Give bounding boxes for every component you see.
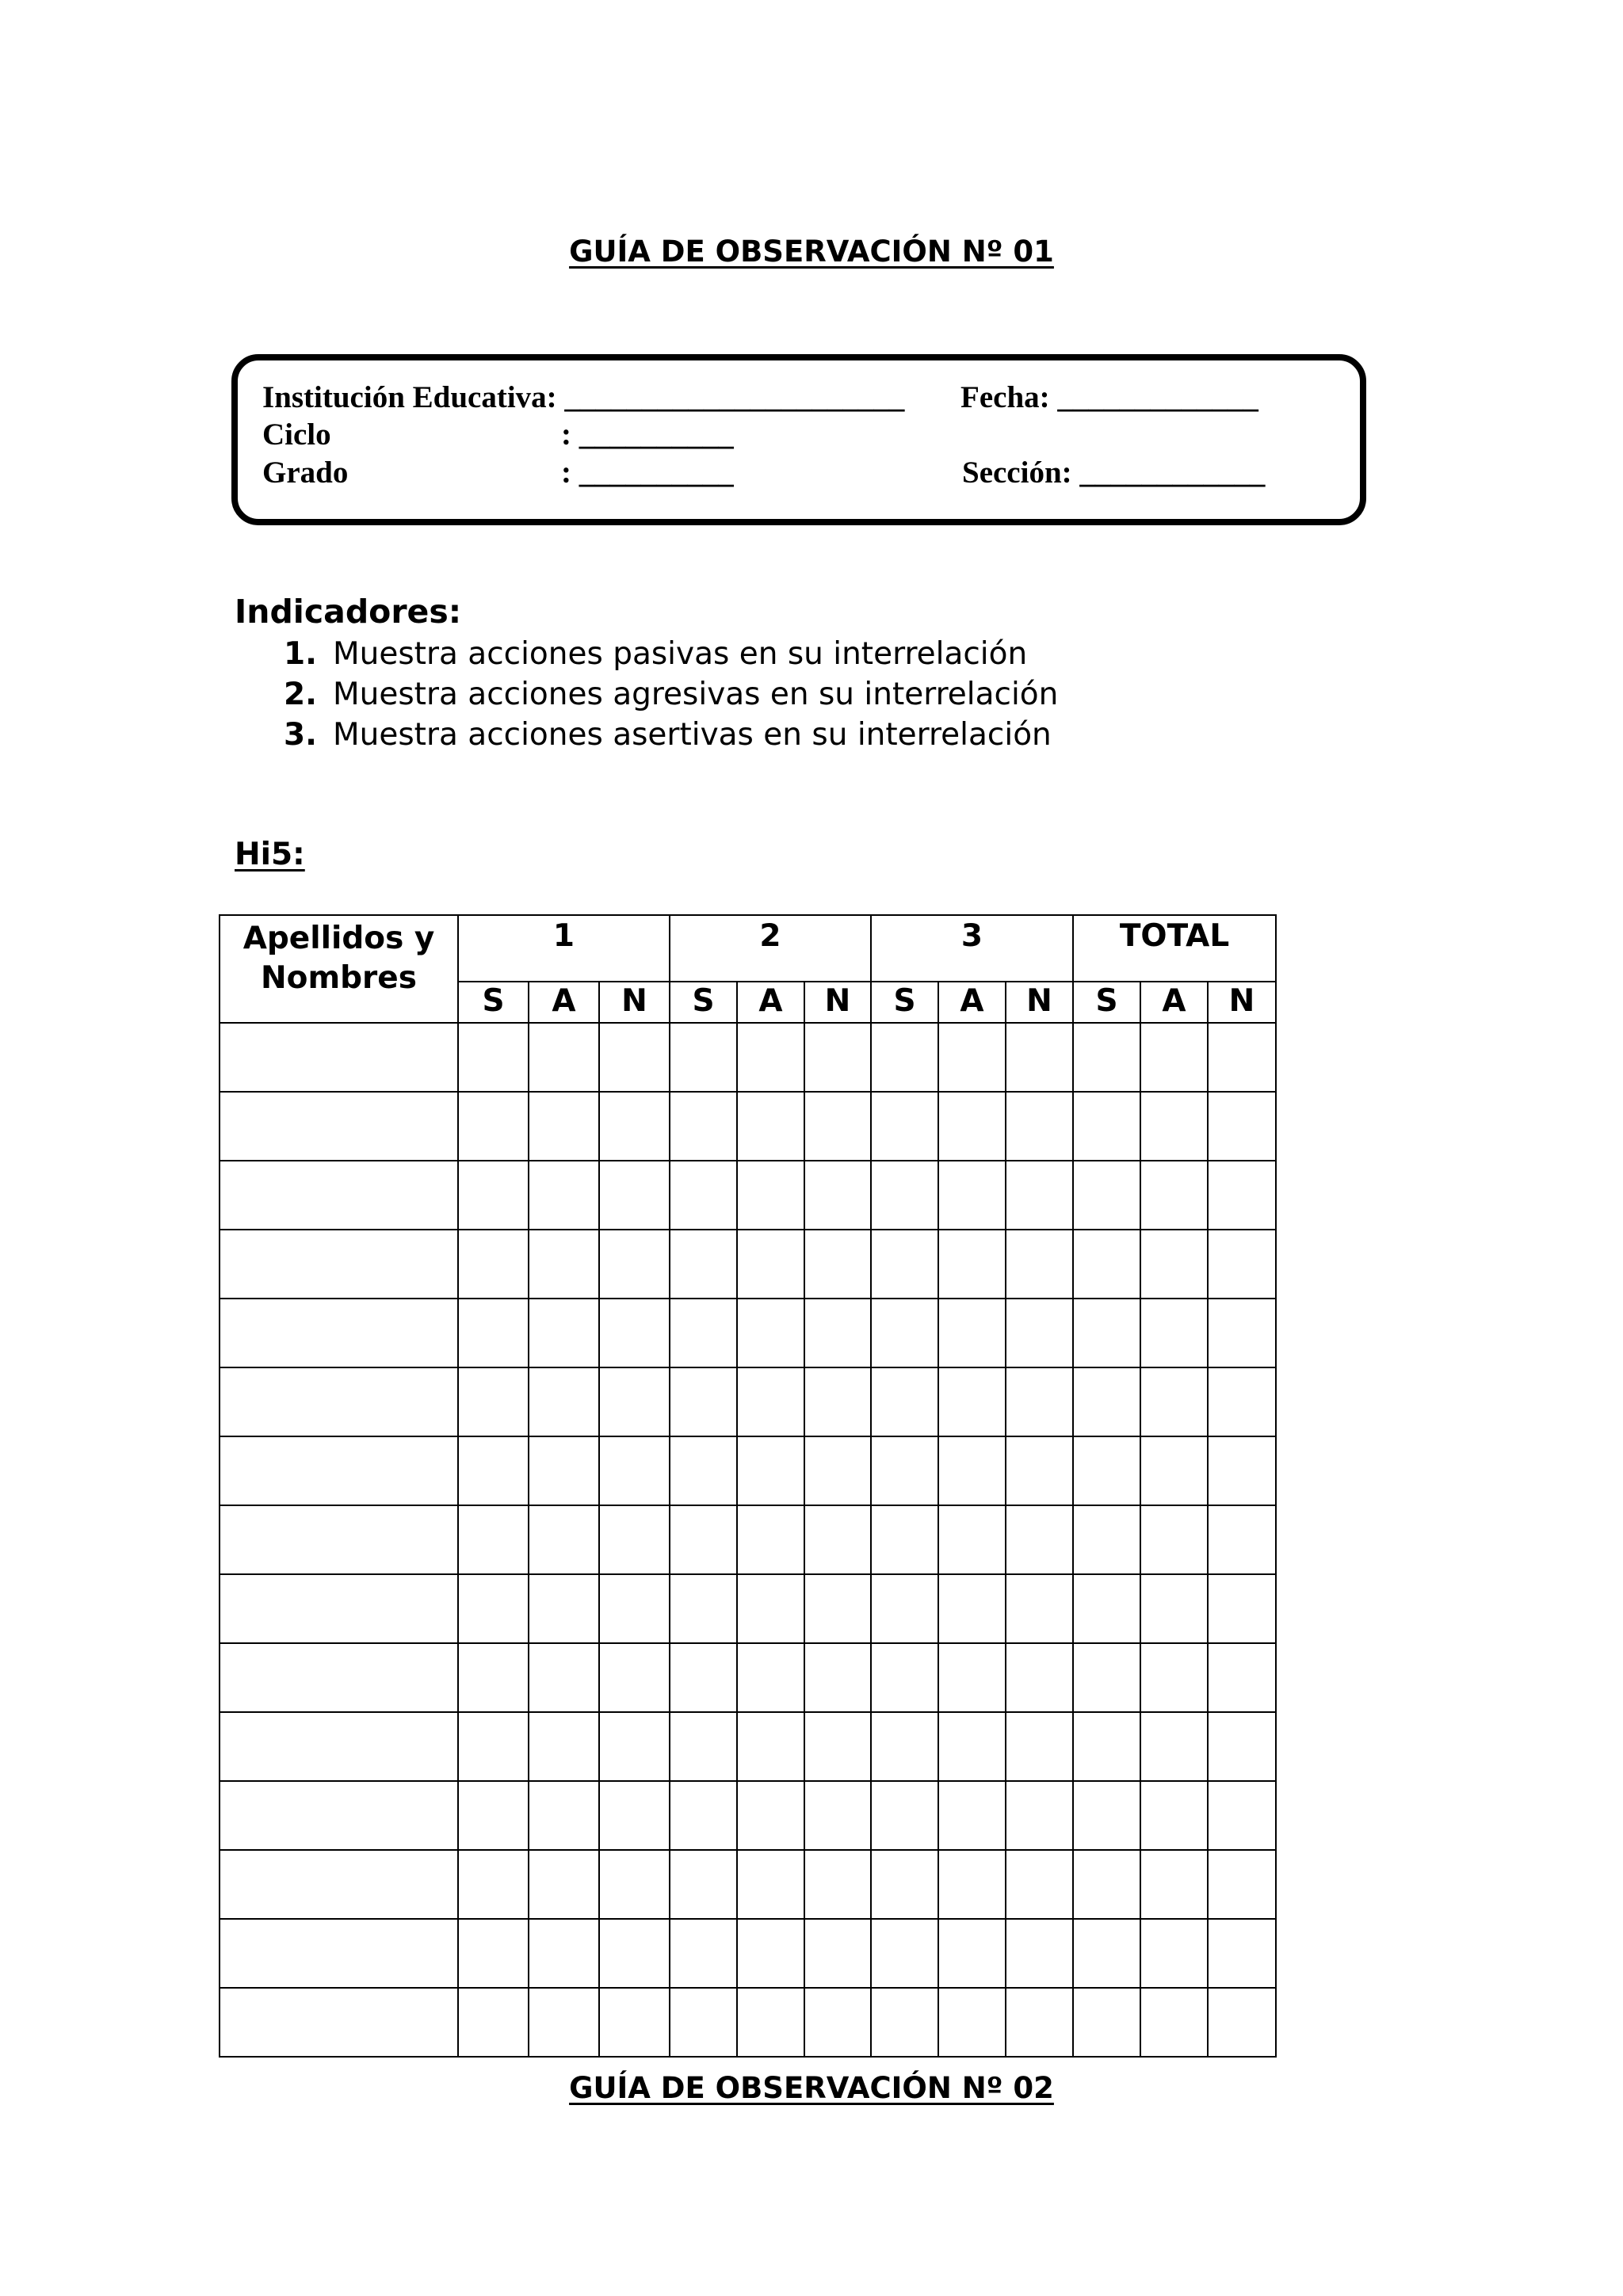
mark-cell[interactable] [458,1643,529,1712]
mark-cell[interactable] [1006,1092,1073,1161]
mark-cell[interactable] [670,1023,737,1092]
mark-cell[interactable] [1073,1781,1140,1850]
table-row [220,1505,1276,1574]
table-row [220,1023,1276,1092]
mark-cell[interactable] [737,1643,804,1712]
mark-cell[interactable] [670,1781,737,1850]
name-cell[interactable] [220,1850,458,1919]
sub-header-n: N [1006,982,1073,1023]
mark-cell[interactable] [737,1712,804,1781]
mark-cell[interactable] [529,1781,599,1850]
name-cell[interactable] [220,1023,458,1092]
mark-cell[interactable] [1140,1023,1208,1092]
name-header: Apellidos y Nombres [220,915,458,1023]
indicator-number: 3. [284,717,317,753]
name-cell[interactable] [220,1367,458,1436]
mark-cell[interactable] [871,1367,938,1436]
mark-cell[interactable] [871,1988,938,2057]
mark-cell[interactable] [1073,1574,1140,1643]
mark-cell[interactable] [1140,1092,1208,1161]
sub-header-n: N [599,982,670,1023]
next-page-title: GUÍA DE OBSERVACIÓN Nº 02 [569,2071,1054,2105]
mark-cell[interactable] [804,1161,871,1230]
mark-cell[interactable] [1208,1712,1276,1781]
mark-cell[interactable] [670,1505,737,1574]
group-header-total: TOTAL [1073,915,1276,982]
mark-cell[interactable] [1073,1092,1140,1161]
mark-cell[interactable] [737,1161,804,1230]
mark-cell[interactable] [458,1505,529,1574]
mark-cell[interactable] [458,1367,529,1436]
mark-cell[interactable] [670,1092,737,1161]
mark-cell[interactable] [938,1367,1006,1436]
mark-cell[interactable] [529,1850,599,1919]
mark-cell[interactable] [938,1230,1006,1299]
table-row [220,1988,1276,2057]
table-row [220,1643,1276,1712]
observation-table [219,914,1277,2058]
indicator-item [284,715,1058,755]
mark-cell[interactable] [1208,1299,1276,1367]
mark-cell[interactable] [599,1505,670,1574]
table-row [220,1299,1276,1367]
mark-cell[interactable] [599,1712,670,1781]
mark-cell[interactable] [599,1023,670,1092]
mark-cell[interactable] [804,1712,871,1781]
mark-cell[interactable] [1208,1436,1276,1505]
institucion-field: Institución Educativa: ______________________ [262,380,905,414]
mark-cell[interactable] [1140,1436,1208,1505]
mark-cell[interactable] [1073,1850,1140,1919]
mark-cell[interactable] [804,1436,871,1505]
mark-cell[interactable] [871,1643,938,1712]
indicator-text: Muestra acciones agresivas en su interrelación [333,677,1059,712]
mark-cell[interactable] [938,1299,1006,1367]
seccion-field: Sección: ____________ [962,456,1266,490]
mark-cell[interactable] [599,1230,670,1299]
mark-cell[interactable] [871,1161,938,1230]
mark-cell[interactable] [1208,1505,1276,1574]
mark-cell[interactable] [599,1850,670,1919]
mark-cell[interactable] [1208,1781,1276,1850]
table-row [220,1574,1276,1643]
table-row [220,1092,1276,1161]
mark-cell[interactable] [458,1850,529,1919]
mark-cell[interactable] [1140,1988,1208,2057]
mark-cell[interactable] [938,1850,1006,1919]
mark-cell[interactable] [1073,1023,1140,1092]
mark-cell[interactable] [458,1161,529,1230]
mark-cell[interactable] [1208,1092,1276,1161]
mark-cell[interactable] [871,1574,938,1643]
mark-cell[interactable] [1073,1436,1140,1505]
mark-cell[interactable] [1208,1988,1276,2057]
mark-cell[interactable] [1006,1643,1073,1712]
mark-cell[interactable] [529,1299,599,1367]
mark-cell[interactable] [1208,1574,1276,1643]
sub-header-a: A [938,982,1006,1023]
mark-cell[interactable] [599,1436,670,1505]
mark-cell[interactable] [737,1574,804,1643]
mark-cell[interactable] [938,1781,1006,1850]
grado-field: : __________ [561,456,734,490]
mark-cell[interactable] [1140,1230,1208,1299]
mark-cell[interactable] [1140,1919,1208,1988]
mark-cell[interactable] [938,1161,1006,1230]
mark-cell[interactable] [871,1781,938,1850]
mark-cell[interactable] [1140,1643,1208,1712]
mark-cell[interactable] [599,1919,670,1988]
table-row [220,1919,1276,1988]
mark-cell[interactable] [871,1092,938,1161]
mark-cell[interactable] [670,1919,737,1988]
mark-cell[interactable] [670,1161,737,1230]
mark-cell[interactable] [670,1850,737,1919]
mark-cell[interactable] [1006,1712,1073,1781]
mark-cell[interactable] [529,1023,599,1092]
mark-cell[interactable] [871,1919,938,1988]
mark-cell[interactable] [1073,1712,1140,1781]
table-row [220,1367,1276,1436]
mark-cell[interactable] [1140,1712,1208,1781]
mark-cell[interactable] [458,1230,529,1299]
mark-cell[interactable] [938,1436,1006,1505]
mark-cell[interactable] [670,1299,737,1367]
mark-cell[interactable] [737,1436,804,1505]
mark-cell[interactable] [1208,1919,1276,1988]
table-row [220,1712,1276,1781]
mark-cell[interactable] [1140,1505,1208,1574]
mark-cell[interactable] [1006,1574,1073,1643]
mark-cell[interactable] [1006,1505,1073,1574]
indicator-item [284,674,1058,715]
mark-cell[interactable] [1140,1574,1208,1643]
mark-cell[interactable] [871,1230,938,1299]
mark-cell[interactable] [737,1781,804,1850]
mark-cell[interactable] [458,1299,529,1367]
mark-cell[interactable] [599,1092,670,1161]
mark-cell[interactable] [1073,1230,1140,1299]
mark-cell[interactable] [670,1988,737,2057]
sub-header-n: N [1208,982,1276,1023]
indicator-item [284,634,1058,674]
mark-cell[interactable] [599,1299,670,1367]
group-header-3: 3 [871,915,1073,982]
mark-cell[interactable] [1208,1643,1276,1712]
indicators-list [284,634,1058,755]
table-row [220,1230,1276,1299]
mark-cell[interactable] [458,1436,529,1505]
mark-cell[interactable] [599,1781,670,1850]
mark-cell[interactable] [737,1988,804,2057]
mark-cell[interactable] [1208,1161,1276,1230]
mark-cell[interactable] [529,1919,599,1988]
name-cell[interactable] [220,1643,458,1712]
mark-cell[interactable] [1006,1230,1073,1299]
mark-cell[interactable] [804,1367,871,1436]
mark-cell[interactable] [670,1574,737,1643]
mark-cell[interactable] [458,1988,529,2057]
sub-header-a: A [737,982,804,1023]
sub-header-n: N [804,982,871,1023]
mark-cell[interactable] [458,1023,529,1092]
mark-cell[interactable] [737,1023,804,1092]
sub-header-a: A [529,982,599,1023]
name-cell[interactable] [220,1712,458,1781]
mark-cell[interactable] [1006,1367,1073,1436]
mark-cell[interactable] [1140,1299,1208,1367]
mark-cell[interactable] [599,1988,670,2057]
sub-header-a: A [1140,982,1208,1023]
mark-cell[interactable] [804,1023,871,1092]
mark-cell[interactable] [871,1850,938,1919]
table-row [220,1850,1276,1919]
table-body [220,1023,1276,2057]
mark-cell[interactable] [670,1367,737,1436]
mark-cell[interactable] [529,1643,599,1712]
mark-cell[interactable] [1006,1299,1073,1367]
mark-cell[interactable] [938,1712,1006,1781]
mark-cell[interactable] [938,1988,1006,2057]
page-title: GUÍA DE OBSERVACIÓN Nº 01 [569,235,1054,269]
mark-cell[interactable] [804,1643,871,1712]
table-row [220,1781,1276,1850]
mark-cell[interactable] [1073,1367,1140,1436]
section-label: Hi5: [235,837,305,872]
mark-cell[interactable] [1006,1161,1073,1230]
mark-cell[interactable] [1073,1919,1140,1988]
mark-cell[interactable] [458,1574,529,1643]
sub-header-s: S [458,982,529,1023]
mark-cell[interactable] [1073,1505,1140,1574]
mark-cell[interactable] [1006,1023,1073,1092]
mark-cell[interactable] [599,1643,670,1712]
mark-cell[interactable] [458,1092,529,1161]
mark-cell[interactable] [938,1919,1006,1988]
name-cell[interactable] [220,1161,458,1230]
mark-cell[interactable] [737,1850,804,1919]
mark-cell[interactable] [529,1367,599,1436]
fecha-field: Fecha: _____________ [960,380,1258,414]
mark-cell[interactable] [529,1436,599,1505]
mark-cell[interactable] [1208,1023,1276,1092]
mark-cell[interactable] [737,1367,804,1436]
sub-header-s: S [1073,982,1140,1023]
mark-cell[interactable] [529,1505,599,1574]
mark-cell[interactable] [458,1919,529,1988]
mark-cell[interactable] [529,1161,599,1230]
indicator-text: Muestra acciones asertivas en su interrelación [333,717,1052,753]
mark-cell[interactable] [1073,1643,1140,1712]
mark-cell[interactable] [737,1230,804,1299]
mark-cell[interactable] [804,1230,871,1299]
mark-cell[interactable] [871,1299,938,1367]
mark-cell[interactable] [670,1436,737,1505]
name-cell[interactable] [220,1781,458,1850]
mark-cell[interactable] [1208,1367,1276,1436]
mark-cell[interactable] [1073,1299,1140,1367]
mark-cell[interactable] [1208,1850,1276,1919]
mark-cell[interactable] [938,1092,1006,1161]
mark-cell[interactable] [938,1643,1006,1712]
mark-cell[interactable] [871,1436,938,1505]
mark-cell[interactable] [599,1574,670,1643]
mark-cell[interactable] [529,1092,599,1161]
mark-cell[interactable] [804,1092,871,1161]
table-row [220,1161,1276,1230]
mark-cell[interactable] [804,1574,871,1643]
name-cell[interactable] [220,1919,458,1988]
mark-cell[interactable] [1006,1988,1073,2057]
mark-cell[interactable] [1140,1850,1208,1919]
mark-cell[interactable] [670,1712,737,1781]
info-box [231,354,1366,525]
grado-label: Grado [262,456,349,490]
mark-cell[interactable] [529,1712,599,1781]
mark-cell[interactable] [804,1299,871,1367]
name-cell[interactable] [220,1230,458,1299]
mark-cell[interactable] [529,1574,599,1643]
name-cell[interactable] [220,1299,458,1367]
table-row [220,1436,1276,1505]
mark-cell[interactable] [737,1092,804,1161]
mark-cell[interactable] [458,1781,529,1850]
mark-cell[interactable] [938,1574,1006,1643]
mark-cell[interactable] [1073,1988,1140,2057]
mark-cell[interactable] [804,1505,871,1574]
mark-cell[interactable] [1006,1436,1073,1505]
mark-cell[interactable] [670,1230,737,1299]
name-cell[interactable] [220,1505,458,1574]
mark-cell[interactable] [1208,1230,1276,1299]
indicator-text: Muestra acciones pasivas en su interrelación [333,636,1028,672]
mark-cell[interactable] [1140,1161,1208,1230]
sub-header-s: S [670,982,737,1023]
sub-header-s: S [871,982,938,1023]
mark-cell[interactable] [871,1505,938,1574]
name-cell[interactable] [220,1988,458,2057]
group-header-1: 1 [458,915,670,982]
group-header-2: 2 [670,915,871,982]
mark-cell[interactable] [670,1643,737,1712]
mark-cell[interactable] [1006,1850,1073,1919]
mark-cell[interactable] [1140,1367,1208,1436]
mark-cell[interactable] [804,1781,871,1850]
name-cell[interactable] [220,1436,458,1505]
mark-cell[interactable] [804,1919,871,1988]
mark-cell[interactable] [804,1850,871,1919]
mark-cell[interactable] [737,1505,804,1574]
mark-cell[interactable] [737,1919,804,1988]
mark-cell[interactable] [529,1230,599,1299]
name-cell[interactable] [220,1092,458,1161]
ciclo-label: Ciclo [262,418,331,452]
mark-cell[interactable] [804,1988,871,2057]
name-cell[interactable] [220,1574,458,1643]
ciclo-field: : __________ [561,418,734,452]
mark-cell[interactable] [871,1712,938,1781]
mark-cell[interactable] [1006,1919,1073,1988]
mark-cell[interactable] [1073,1161,1140,1230]
indicators-heading: Indicadores: [235,593,462,631]
mark-cell[interactable] [1140,1781,1208,1850]
mark-cell[interactable] [938,1023,1006,1092]
mark-cell[interactable] [938,1505,1006,1574]
mark-cell[interactable] [458,1712,529,1781]
indicator-number: 2. [284,677,317,712]
indicator-number: 1. [284,636,317,672]
mark-cell[interactable] [599,1367,670,1436]
mark-cell[interactable] [737,1299,804,1367]
mark-cell[interactable] [529,1988,599,2057]
mark-cell[interactable] [1006,1781,1073,1850]
mark-cell[interactable] [871,1023,938,1092]
mark-cell[interactable] [599,1161,670,1230]
